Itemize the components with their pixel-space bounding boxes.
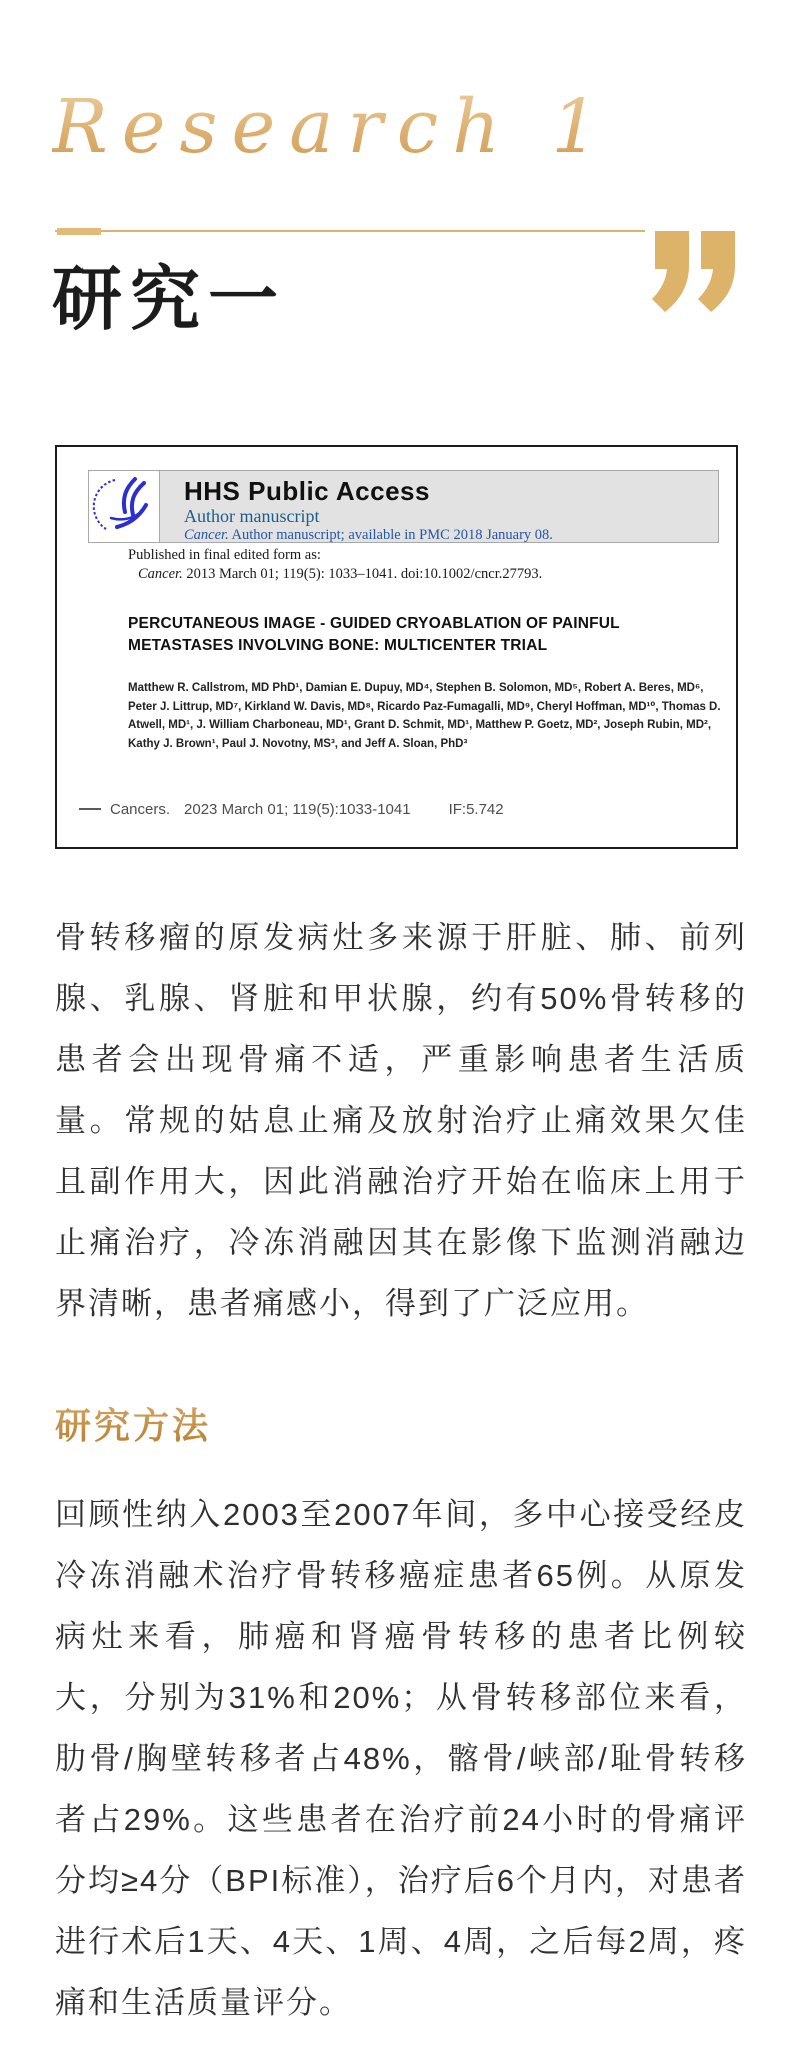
availability-rest: Author manuscript; available in PMC 2018 January 08.: [228, 527, 553, 543]
hhs-banner-title: HHS Public Access: [184, 476, 430, 506]
citation-dash: [79, 808, 101, 810]
paragraph-methods: 回顾性纳入2003至2007年间，多中心接受经皮冷冻消融术治疗骨转移癌症患者65例。从原发病灶来看，肺癌和肾癌骨转移的患者比例较大，分别为31%和20%；从骨转移部位来看，肋骨/胸壁转移者占48%，髂骨/峡部/耻骨转移者占29%。这些患者在治疗前24小时的骨痛评分均≥4分（BPI标准），治疗后6个月内，对患者进行术后1天、4天、1周、4周，之后每2周，疼痛和生活质量评分。: [55, 1497, 747, 2020]
hhs-header-row: [88, 470, 719, 543]
divider-thick-segment: [57, 228, 101, 235]
hhs-eagle-icon: [89, 471, 159, 542]
script-title: Research 1: [52, 84, 672, 170]
hhs-banner: [160, 470, 719, 543]
gold-divider: [55, 228, 645, 235]
section-heading-methods: 研究方法: [55, 1398, 211, 1449]
published-rest: 2013 March 01; 119(5): 1033–1041. doi:10.1002/cncr.27793.: [182, 566, 543, 582]
hhs-availability-line: [184, 527, 718, 544]
availability-journal: Cancer.: [184, 527, 229, 543]
published-citation: [138, 566, 542, 583]
hhs-banner-subtitle: Author manuscript: [184, 506, 320, 526]
divider-thin-line: [55, 230, 645, 232]
quote-mark-icon: [649, 231, 741, 313]
hhs-logo: [88, 470, 160, 543]
published-intro: Published in final edited form as:: [128, 547, 321, 563]
citation-impact-factor: IF:5.742: [448, 800, 504, 818]
paragraph-intro: 骨转移瘤的原发病灶多来源于肝脏、肺、前列腺、乳腺、肾脏和甲状腺，约有50%骨转移的患者会出现骨痛不适，严重影响患者生活质量。常规的姑息止痛及放射治疗止痛效果欠佳且副作用大，因此消融治疗开始在临床上用于止痛治疗，冷冻消融因其在影像下监测消融边界清晰，患者痛感小，得到了广泛应用。: [55, 920, 747, 1321]
citation-footer: [79, 799, 709, 819]
paper-card: [55, 445, 738, 849]
article-title: PERCUTANEOUS IMAGE - GUIDED CRYOABLATION OF PAINFUL METASTASES INVOLVING BONE: MULTICENTER TRIAL: [128, 615, 620, 654]
author-list: Matthew R. Callstrom, MD PhD¹, Damian E. Dupuy, MD⁴, Stephen B. Solomon, MD⁵, Robert A. Beres, MD⁶, Peter J. Littrup, MD⁷, Kirkland W. Davis, MD⁸, Ricardo Paz-Fumagalli, MD⁹, Cheryl Hoffman, MD¹⁰, Thomas D. Atwell, MD¹, J. William Charboneau, MD¹, Grant D. Schmit, MD¹, Matthew P. Goetz, MD², Joseph Rubin, MD², Kathy J. Brown¹, Paul J. Novotny, MS³, and Jeff A. Sloan, PhD³: [128, 682, 721, 750]
published-journal: Cancer.: [138, 566, 183, 582]
citation-date-pages: 2023 March 01; 119(5):1033-1041: [184, 800, 411, 818]
citation-journal: Cancers.: [110, 800, 171, 818]
page-title: 研究一: [52, 262, 286, 339]
